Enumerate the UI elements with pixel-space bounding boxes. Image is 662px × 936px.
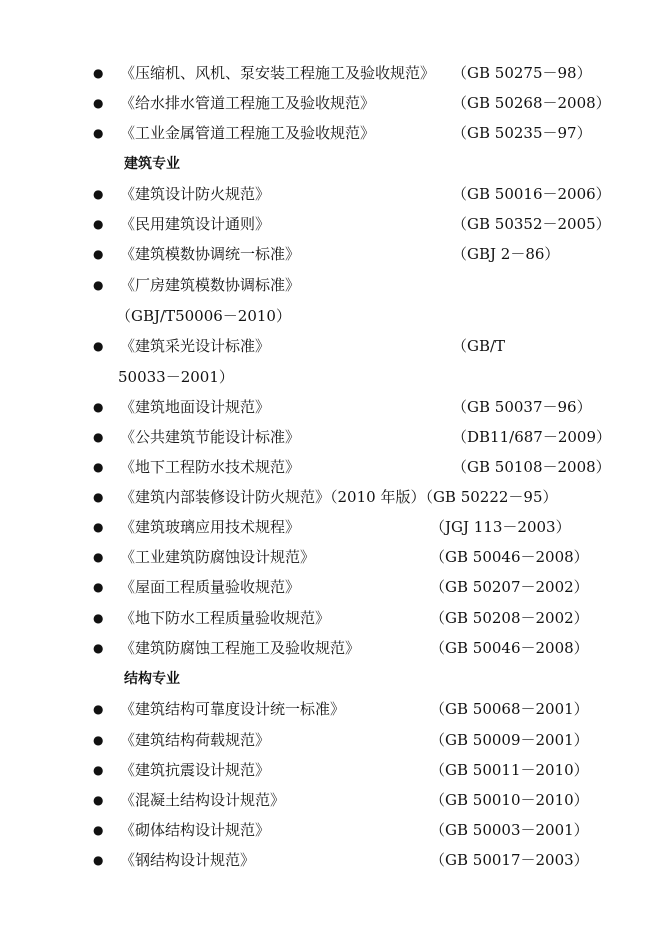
list-item <box>0 817 662 843</box>
list-item <box>0 181 662 207</box>
standard-title: 《钢结构设计规范》 <box>120 851 256 869</box>
standard-title: 《地下防水工程质量验收规范》 <box>120 609 331 627</box>
list-item <box>0 90 662 116</box>
standard-code: （GB 50207－2002） <box>430 578 589 596</box>
list-item <box>0 514 662 540</box>
bullet-icon: ● <box>93 217 104 231</box>
bullet-icon: ● <box>93 580 104 594</box>
list-item <box>0 727 662 753</box>
bullet-icon: ● <box>93 550 104 564</box>
bullet-icon: ● <box>93 66 104 80</box>
bullet-icon: ● <box>93 430 104 444</box>
standard-code: （GB 50037－96） <box>452 398 592 416</box>
list-item <box>0 272 662 298</box>
standard-code: （DB11/687－2009） <box>452 428 611 446</box>
standard-title: 《地下工程防水技术规范》 <box>120 458 301 476</box>
bullet-icon: ● <box>93 490 104 504</box>
standard-title: 《砌体结构设计规范》 <box>120 821 271 839</box>
bullet-icon: ● <box>93 763 104 777</box>
standard-code: （GB 50208－2002） <box>430 609 589 627</box>
standard-code-continued: 50033－2001） <box>118 368 234 386</box>
standard-title: 《建筑模数协调统一标准》 <box>120 245 301 263</box>
list-item <box>0 847 662 873</box>
list-item <box>0 696 662 722</box>
bullet-icon: ● <box>93 641 104 655</box>
standard-code: （GBJ/T50006－2010） <box>116 307 291 325</box>
standard-code: （GB 50068－2001） <box>430 700 589 718</box>
standard-code: （GB 50046－2008） <box>430 548 589 566</box>
bullet-icon: ● <box>93 823 104 837</box>
standard-title: 《建筑防腐蚀工程施工及验收规范》 <box>120 639 361 657</box>
standard-code: （GB 50235－97） <box>452 124 592 142</box>
bullet-icon: ● <box>93 187 104 201</box>
standard-code: （GB 50009－2001） <box>430 731 589 749</box>
bullet-icon: ● <box>93 400 104 414</box>
list-item <box>0 211 662 237</box>
list-item <box>0 787 662 813</box>
bullet-icon: ● <box>93 611 104 625</box>
standard-code: （GB 50352－2005） <box>452 215 611 233</box>
list-item-continuation <box>0 364 662 390</box>
list-item <box>0 484 662 510</box>
standard-title: 《给水排水管道工程施工及验收规范》 <box>120 94 376 112</box>
standard-code: （GB 50108－2008） <box>452 458 611 476</box>
standard-code: （GBJ 2－86） <box>452 245 560 263</box>
standard-title: 《公共建筑节能设计标准》 <box>120 428 301 446</box>
list-item <box>0 454 662 480</box>
standard-title: 《民用建筑设计通则》 <box>120 215 271 233</box>
bullet-icon: ● <box>93 702 104 716</box>
standard-code: （GB 50003－2001） <box>430 821 589 839</box>
standard-code: （GB 50011－2010） <box>430 761 589 779</box>
section-heading-text: 建筑专业 <box>124 156 180 172</box>
standard-title: 《建筑结构可靠度设计统一标准》 <box>120 700 346 718</box>
standard-title: 《混凝土结构设计规范》 <box>120 791 286 809</box>
standard-title: 《建筑地面设计规范》 <box>120 398 271 416</box>
list-item <box>0 333 662 359</box>
list-item <box>0 757 662 783</box>
list-item <box>0 605 662 631</box>
list-item <box>0 120 662 146</box>
standard-title: 《工业金属管道工程施工及验收规范》 <box>120 124 376 142</box>
list-item <box>0 574 662 600</box>
standard-code: （GB 50275－98） <box>452 64 592 82</box>
bullet-icon: ● <box>93 126 104 140</box>
bullet-icon: ● <box>93 278 104 292</box>
bullet-icon: ● <box>93 733 104 747</box>
bullet-icon: ● <box>93 853 104 867</box>
list-item <box>0 544 662 570</box>
bullet-icon: ● <box>93 339 104 353</box>
standard-code: （GB 50010－2010） <box>430 791 589 809</box>
list-item <box>0 241 662 267</box>
list-item <box>0 424 662 450</box>
section-heading-text: 结构专业 <box>124 671 180 687</box>
bullet-icon: ● <box>93 96 104 110</box>
list-item-continuation <box>0 303 662 329</box>
list-item <box>0 394 662 420</box>
standard-code: （GB/T <box>452 337 506 355</box>
bullet-icon: ● <box>93 247 104 261</box>
bullet-icon: ● <box>93 793 104 807</box>
standard-title: 《建筑设计防火规范》 <box>120 185 271 203</box>
standard-code: （JGJ 113－2003） <box>430 518 571 536</box>
section-heading <box>0 666 662 692</box>
standard-title: 《建筑玻璃应用技术规程》 <box>120 518 301 536</box>
standard-code: （GB 50016－2006） <box>452 185 611 203</box>
standard-title: 《屋面工程质量验收规范》 <box>120 578 301 596</box>
standard-code: （GB 50017－2003） <box>430 851 589 869</box>
standard-code: （GB 50046－2008） <box>430 639 589 657</box>
list-item <box>0 60 662 86</box>
standard-title: 《建筑采光设计标准》 <box>120 337 271 355</box>
bullet-icon: ● <box>93 520 104 534</box>
standard-title: 《建筑内部装修设计防火规范》（2010 年版）（GB 50222－95） <box>120 488 558 506</box>
standard-title: 《建筑结构荷载规范》 <box>120 731 271 749</box>
standard-title: 《建筑抗震设计规范》 <box>120 761 271 779</box>
bullet-icon: ● <box>93 460 104 474</box>
list-item <box>0 635 662 661</box>
standard-title: 《工业建筑防腐蚀设计规范》 <box>120 548 316 566</box>
standard-title: 《压缩机、风机、泵安装工程施工及验收规范》 <box>120 64 436 82</box>
standard-title: 《厂房建筑模数协调标准》 <box>120 276 301 294</box>
section-heading <box>0 151 662 177</box>
standard-code: （GB 50268－2008） <box>452 94 611 112</box>
